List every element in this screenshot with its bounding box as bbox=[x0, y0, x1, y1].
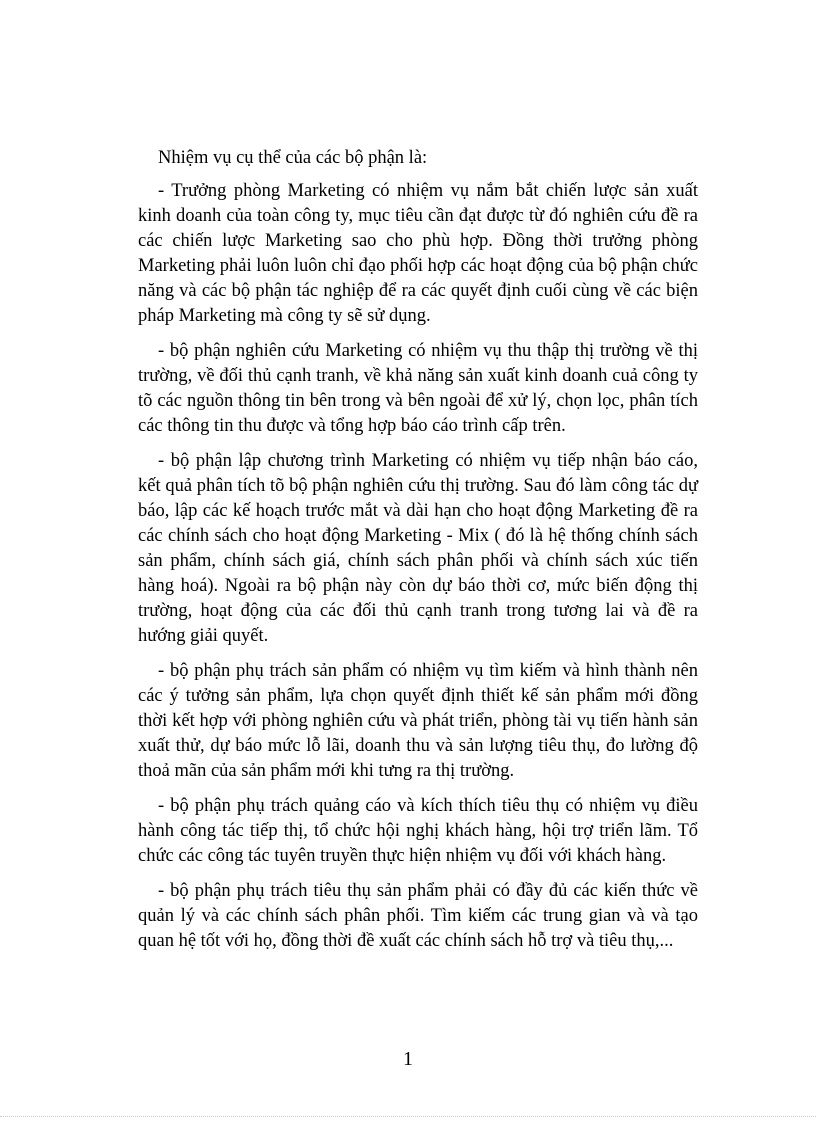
paragraph-advertising-promotion: - bộ phận phụ trách quảng cáo và kích thích tiêu thụ có nhiệm vụ điều hành công tác tiếp thị, tổ chức hội nghị khách hàng, hội trợ triển lãm. Tổ chức các công tác tuyên truyền thực hiện nhiệm vụ đối với khách hàng. bbox=[138, 796, 698, 866]
paragraph-marketing-planning: - bộ phận lập chương trình Marketing có nhiệm vụ tiếp nhận báo cáo, kết quả phân tích tõ bộ phận nghiên cứu thị trường. Sau đó làm công tác dự báo, lập các kế hoạch trước mắt và dài hạn cho hoạt động Marketing đề ra các chính sách cho hoạt động Marketing - Mix ( đó là hệ thống chính sách sản phẩm, chính sách giá, chính sách phân phối và chính sách xúc tiến hàng hoá). Ngoài ra bộ phận này còn dự báo thời cơ, mức biến động thị trường, hoạt động của các đối thủ cạnh tranh trong tương lai và đề ra hướng giải quyết. bbox=[138, 451, 698, 646]
paragraph-product-management: - bộ phận phụ trách sản phẩm có nhiệm vụ tìm kiếm và hình thành nên các ý tưởng sản phẩm, lựa chọn quyết định thiết kế sản phẩm mới đồng thời kết hợp với phòng nghiên cứu và phát triển, phòng tài vụ tiến hành sản xuất thử, dự báo mức lỗ lãi, doanh thu và sản lượng tiêu thụ, đo lường độ thoả mãn của sản phẩm mới khi tưng ra thị trường. bbox=[138, 661, 698, 781]
paragraph-sales-distribution: - bộ phận phụ trách tiêu thụ sản phẩm phải có đầy đủ các kiến thức về quản lý và các chính sách phân phối. Tìm kiếm các trung gian và và tạo quan hệ tốt với họ, đồng thời đề xuất các chính sách hỗ trợ và tiêu thụ,... bbox=[138, 881, 698, 951]
document-body bbox=[138, 146, 698, 964]
paragraph-head-of-marketing: - Trưởng phòng Marketing có nhiệm vụ nắm bắt chiến lược sản xuất kinh doanh của toàn công ty, mục tiêu cần đạt được từ đó nghiên cứu đề ra các chiến lược Marketing sao cho phù hợp. Đồng thời trưởng phòng Marketing phải luôn luôn chỉ đạo phối hợp các hoạt động của bộ phận chức năng và các bộ phận tác nghiệp để ra các quyết định cuối cùng về các biện pháp Marketing mà công ty sẽ sử dụng. bbox=[138, 181, 698, 326]
page-bottom-divider bbox=[0, 1116, 816, 1117]
paragraph-marketing-research: - bộ phận nghiên cứu Marketing có nhiệm vụ thu thập thị trường về thị trường, về đối thủ cạnh tranh, về khả năng sản xuất kinh doanh cuả công ty tõ các nguồn thông tin bên trong và bên ngoài để xử lý, chọn lọc, phân tích các thông tin thu được và tổng hợp báo cáo trình cấp trên. bbox=[138, 341, 698, 436]
intro-paragraph: Nhiệm vụ cụ thể của các bộ phận là: bbox=[158, 148, 428, 168]
page-number: 1 bbox=[403, 1048, 413, 1070]
